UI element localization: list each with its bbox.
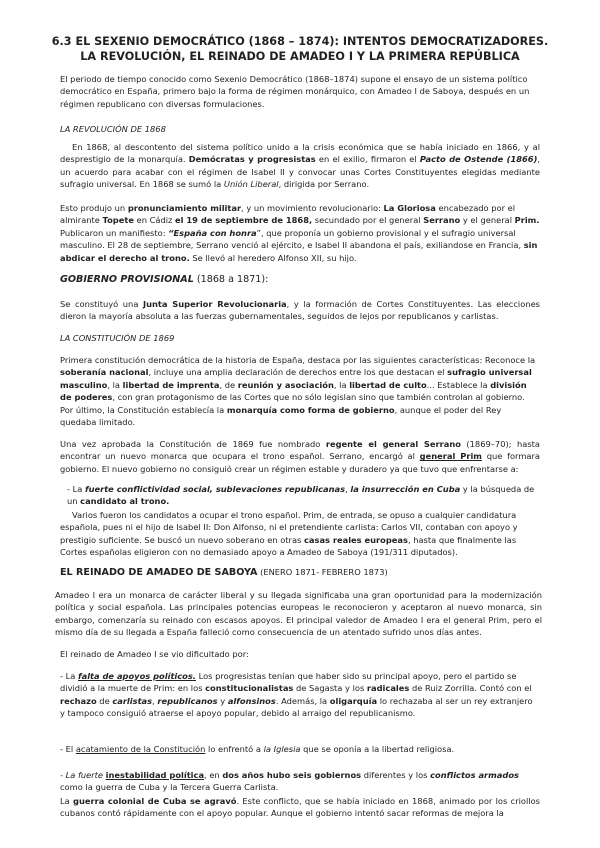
section-heading-gobierno: GOBIERNO PROVISIONAL (1868 a 1871): xyxy=(60,274,269,285)
revolucion-paragraph-1: En 1868, al descontento del sistema político unido a la crisis económica que se había iniciado en 1866, y al desprestigio de la monarquía. Demócratas y progresistas en el exilio, firmaron el Pacto de Ostende (1866), un acuerdo para acabar con el régimen de Isabel II y convocar unas Cortes Constituyentes elegidas mediante sufragio universal. En 1868 se sumó la Unión Liberal, dirigida por Serrano. xyxy=(60,142,540,190)
emphasis-casas-reales: casas reales europeas xyxy=(304,534,408,545)
amadeo-paragraph-1: Amadeo I era un monarca de carácter liberal y su llegada significaba una gran oportunidad para la modernización política y social española. Las principales potencias europeas le reconocieron y aceptaron al nuevo monarca, sin embargo, comenzaría su reinado con escasos apoyos. El principal valedor de Amadeo I era el general Prim, pero el mismo día de su llegada a España falleció como consecuencia de un atentado sufrido unos días antes. xyxy=(55,590,542,638)
amadeo-paragraph-2: El reinado de Amadeo I se vio dificultado por: xyxy=(60,649,249,659)
amadeo-bullet-2: - El acatamiento de la Constitución lo enfrentó a la Iglesia que se oponía a la libertad religiosa. xyxy=(60,744,455,754)
gobierno-paragraph: Se constituyó una Junta Superior Revolucionaria, y la formación de Cortes Constituyentes. Las elecciones dieron la mayoría absoluta a las fuerzas gubernamentales, seguidos de lejos por republicanos y carlistas. xyxy=(60,299,540,322)
intro-paragraph: El periodo de tiempo conocido como Sexenio Democrático (1868–1874) supone el ensayo de un sistema político democrático en España, primero bajo la forma de régimen monárquico, con Amadeo I de Saboya, después en un régimen republicano con diversas formulaciones. xyxy=(60,74,530,109)
section-heading-revolucion: LA REVOLUCIÓN DE 1868 xyxy=(60,124,166,134)
amadeo-paragraph-3: La guerra colonial de Cuba se agravó. Este conflicto, que se había iniciado en 1868, animado por los criollos cubanos contó rápidamente con el apoyo popular. Aunque el gobierno intentó sacar reformas de mejora la xyxy=(60,796,540,819)
document-title xyxy=(30,34,570,64)
title-line-2: LA REVOLUCIÓN, EL REINADO DE AMADEO I Y LA PRIMERA REPÚBLICA xyxy=(80,50,520,63)
amadeo-bullet-3: - La fuerte inestabilidad política, en dos años hubo seis gobiernos diferentes y los conflictos armados como la guerra de Cuba y la Tercera Guerra Carlista. xyxy=(60,770,519,793)
revolucion-paragraph-2: Esto produjo un pronunciamiento militar, y un movimiento revolucionario: La Gloriosa encabezado por el almirante Topete en Cádiz el 19 de septiembre de 1868, secundado por el general Serrano y el general Prim. Publicaron un manifiesto: “España con honra”, que proponía un gobierno provisional y el sufragio universal masculino. El 28 de septiembre, Serrano venció al ejército, e Isabel II abandona el país, exiliandose en Francia, sin abdicar el derecho al trono. Se llevó al heredero Alfonso XII, su hijo. xyxy=(60,203,540,263)
constitucion-paragraph-1: Primera constitución democrática de la historia de España, destaca por las siguientes características: Reconoce la soberanía nacional, incluye una amplia declaración de derechos entre los que destacan el sufragio universal masculino, la libertad de imprenta, de reunión y asociación, la libertad de culto... Establece la división de poderes, con gran protagonismo de las Cortes que no sólo legislan sino que también controlan al gobierno. Por último, la Constitución establecía la monarquía como forma de gobierno, aunque el poder del Rey quedaba limitado. xyxy=(60,355,536,428)
section-heading-amadeo: EL REINADO DE AMADEO DE SABOYA (ENERO 1871- FEBRERO 1873) xyxy=(60,567,388,578)
constitucion-paragraph-2: Una vez aprobada la Constitución de 1869 fue nombrado regente el general Serrano (1869–70); hasta encontrar un nuevo monarca que ocupara el trono español. Serrano, encargó al general Prim que formara gobierno. El nuevo gobierno no consiguió crear un régimen estable y duradero ya que tuvo que enfrentarse a: xyxy=(60,439,540,474)
amadeo-bullet-1: - La falta de apoyos políticos. Los progresistas tenían que haber sido su principal apoyo, pero el partido se dividió a la muerte de Prim: en los constitucionalistas de Sagasta y los radicales de Ruiz Zorrilla. Contó con el rechazo de carlistas, republicanos y alfonsinos. Además, la oligarquía lo rechazaba al ser un rey extranjero y tampoco consiguió atraerse el apoyo popular, debido al arraigo del republicanismo. xyxy=(60,671,533,719)
section-heading-constitucion: LA CONSTITUCIÓN DE 1869 xyxy=(60,333,175,343)
constitucion-paragraph-3: Varios fueron los candidatos a ocupar el trono español. Prim, de entrada, se opuso a cualquier candidatura española, pues ni el hijo de Isabel II: Don Alfonso, ni el pretendiente carlista: Carlos VII, contaban con apoyo y prestigio suficiente. Se buscó un nuevo soberano en otras casas reales europeas, hasta que finalmente las Cortes españolas eligieron con no demasiado apoyo a Amadeo de Saboya (191/311 diputados). xyxy=(60,510,518,558)
title-line-1: 6.3 EL SEXENIO DEMOCRÁTICO (1868 – 1874): INTENTOS DEMOCRATIZADORES. xyxy=(51,35,549,48)
constitucion-bullet: - La fuerte conflictividad social, sublevaciones republicanas, la insurrección en Cuba y la búsqueda de un candidato al trono. xyxy=(67,484,535,507)
